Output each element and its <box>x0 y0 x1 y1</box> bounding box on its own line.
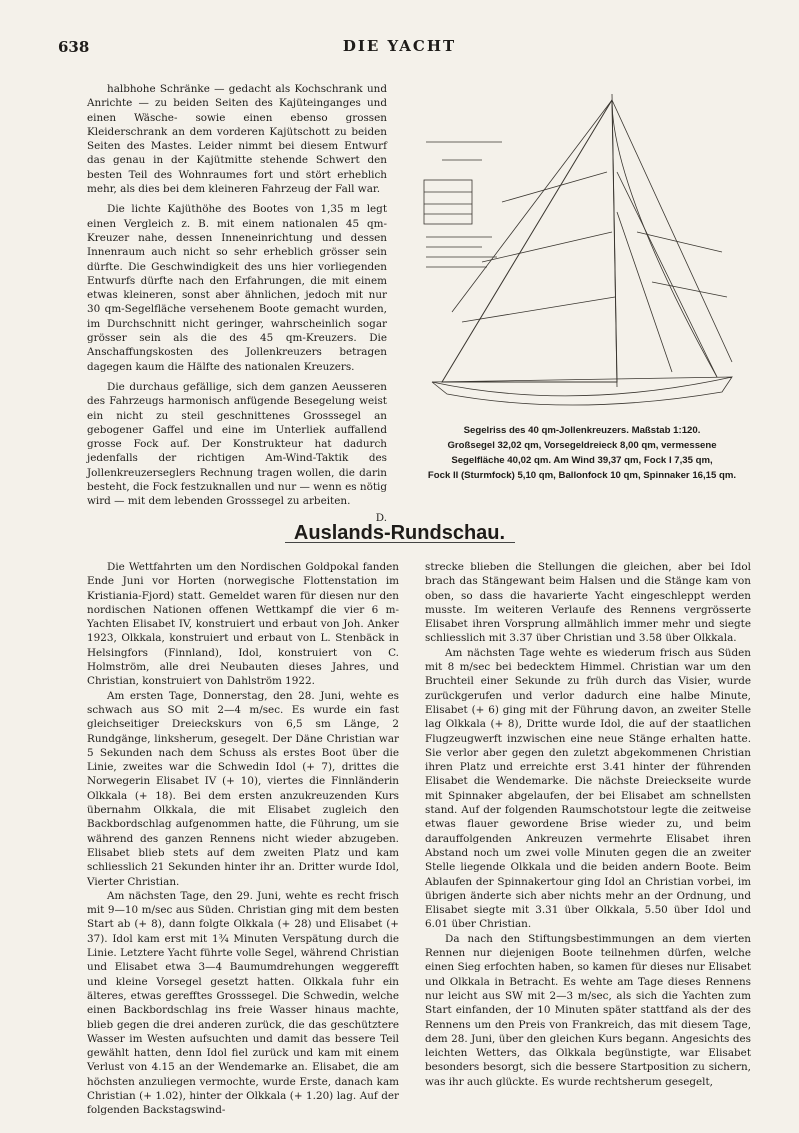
article-continuation <box>87 82 387 525</box>
paragraph: Am ersten Tage, Donnerstag, den 28. Juni, wehte es schwach aus SO mit 2—4 m/sec. Es wurde ein fast gleichseitiger Dreieckskurs von 6,5 sm Länge, 2 Rundgänge, linksherum, gesegelt. Der Däne Christian war 5 Sekunden nach dem Schuss als erstes Boot über die Linie, zweites war die Schwedin Idol (+ 7), drittes die Norwegerin Elisabet IV (+ 10), viertes die Finnländerin Olkkala (+ 18). Bei dem ersten anzukreuzenden Kurs übernahm Olkkala, die mit Elisabet zugleich den Backbordschlag aufgenommen hatte, die Führung, um sie während des ganzen Rennens nicht wieder abzugeben. Elisabet blieb stets auf dem zweiten Platz und kam schliesslich 21 Sekunden hinter ihr an. Dritter wurde Idol, Vierter Christian. <box>87 689 399 888</box>
section-title: Auslands-Rundschau. <box>293 522 506 544</box>
paragraph: Am nächsten Tage wehte es wiederum frisch aus Süden mit 8 m/sec bei bedecktem Himmel. Christian war um den Bruchteil einer Sekunde zu früh durch das Visier, wurde zurückgerufen und verlor dadurch eine halbe Minute, Elisabet (+ 6) ging mit der Führung davon, an zweiter Stelle lag Olkkala (+ 8), Dritte wurde Idol, die auf der staatlichen Flugzeugwerft inzwischen eine neue Stänge erhalten hatte. Sie verlor aber gegen den zuletzt abgekommenen Christian ihren Platz und erreichte erst 3.41 hinter der führenden Elisabet die Wendemarke. Die nächste Dreieckseite wurde mit Spinnaker abgelaufen, der bei Elisabet am schnellsten stand. Auf der folgenden Raumschotstour legte die zeitweise etwas flauer gewordene Brise wieder zu, und beim darauffolgenden Ankreuzen vermehrte Elisabet ihren Abstand noch um zwei volle Minuten gegen die an zweiter Stelle liegende Olkkala und die beiden andern Boote. Beim Ablaufen der Spinnakertour ging Idol an Christian vorbei, im übrigen änderte sich aber nichts mehr an der Ordnung, und Elisabet siegte mit 3.31 über Olkkala, 5.50 über Idol und 6.01 über Christian. <box>425 646 751 931</box>
paragraph: halbhohe Schränke — gedacht als Kochschrank und Anrichte — zu beiden Seiten des Kajüteinganges und einen Wäsche- sowie einen ebenso grossen Kleiderschrank an dem vorderen Kajütschott zu beiden Seiten des Mastes. Leider nimmt bei diesem Entwurf das genau in der Kajütmitte stehende Schwert den besten Teil des Wohnraumes fort und stört erheblich mehr, als dies bei dem kleineren Fahrzeug der Fall war. <box>87 83 387 196</box>
author-signature: D. <box>375 511 387 524</box>
title-underline <box>285 542 515 543</box>
sail-plan-drawing <box>412 92 752 417</box>
paragraph: Die durchaus gefällige, sich dem ganzen Aeusseren des Fahrzeugs harmonisch anfügende Besegelung weist ein nicht zu steil geschnittenes Grosssegel an gebogener Gaffel und eine im Unterliek auffallend grosse Fock auf. Der Konstrukteur hat dadurch jedenfalls der richtigen Am-Wind-Taktik des Jollenkreuzerseglers Rechnung tragen wollen, die darin besteht, die Fock festzuknallen und nur — wenn es nötig wird — mit dem lebenden Grosssegel zu arbeiten. <box>87 380 387 508</box>
paragraph: Am nächsten Tage, den 29. Juni, wehte es recht frisch mit 9—10 m/sec aus Süden. Christian ging mit dem besten Start ab (+ 8), dann folgte Olkkala (+ 28) und Elisabet (+ 37). Idol kam erst mit 1¾ Minuten Verspätung durch die Linie. Letztere Yacht führte volle Segel, während Christian und Elisabet etwa 3—4 Baumumdrehungen weggerefft und kleine Vorsegel gesetzt hatten. Olkkala fuhr ein älteres, etwas gerefftes Grosssegel. Die Schwedin, welche einen Backbordschlag ins freie Wasser hinaus machte, blieb gegen die drei anderen zurück, die das geschütztere Wasser im Westen aufsuchten und damit das bessere Teil gewählt hatten, denn Idol fiel zurück und kam mit einem Verlust von 4.15 an der Wendemarke an. Elisabet, die am höchsten anzuliegen vermochte, wurde Erste, danach kam Christian (+ 1.02), hinter der Olkkala (+ 1.20) lag. Auf der folgenden Backstagswind- <box>87 889 399 1117</box>
page-number: 638 <box>58 38 90 56</box>
right-column <box>425 560 751 1089</box>
paragraph: strecke blieben die Stellungen die gleichen, aber bei Idol brach das Stängewant beim Halsen und die Stänge kam von oben, so dass die havarierte Yacht eingeschleppt werden musste. Im weiteren Verlaufe des Rennens vergrösserte Elisabet ihren Vorsprung allmählich immer mehr und siegte schliesslich mit 3.37 über Christian und 3.58 über Olkkala. <box>425 561 751 645</box>
caption-title: Segelriss des 40 qm-Jollenkreuzers. Maßstab 1:120. <box>463 425 701 436</box>
caption-line: Großsegel 32,02 qm, Vorsegeldreieck 8,00 qm, vermessene <box>447 440 717 451</box>
running-title: DIE YACHT <box>342 37 457 55</box>
paragraph: Die lichte Kajüthöhe des Bootes von 1,35 m legt einen Vergleich z. B. mit einem nationalen 45 qm-Kreuzer nahe, dessen Inneneinrichtung und dessen Innenraum auch nicht so sehr erheblich grösser sein dürfte. Die Geschwindigkeit des uns hier vorliegenden Entwurfs dürfte nach den Erfahrungen, die mit einem etwas kleineren, sonst aber ähnlichen, jedoch mit nur 30 qm-Segelfläche versehenem Boote gemacht wurden, im Durchschnitt nicht geringer, wahrscheinlich sogar grösser sein als die des 45 qm-Kreuzers. Die Anschaffungskosten des Jollenkreuzers betragen dagegen kaum die Hälfte des nationalen Kreuzers. <box>87 203 387 373</box>
figure-caption <box>412 423 752 483</box>
caption-line: Fock II (Sturmfock) 5,10 qm, Ballonfock 10 qm, Spinnaker 16,15 qm. <box>427 470 737 481</box>
paragraph: Da nach den Stiftungsbestimmungen an dem vierten Rennen nur diejenigen Boote teilnehmen dürfen, welche einen Sieg erfochten haben, so kamen für dieses nur Elisabet und Olkkala in Betracht. Es wehte am Tage dieses Rennens nur leicht aus SW mit 2—3 m/sec, als sich die Yachten zum Start einfanden, der 10 Minuten später stattfand als der des Rennens um den Preis von Frankreich, das mit diesem Tage, dem 28. Juni, über den gleichen Kurs begann. Angesichts des leichten Wetters, das Olkkala begünstigte, war Elisabet besonders besorgt, sich die bessere Startposition zu sichern, was ihr auch glückte. Es wurde rechtsherum gesegelt, <box>425 932 751 1088</box>
caption-line: Segelfläche 40,02 qm. Am Wind 39,37 qm, Fock I 7,35 qm, <box>451 455 713 466</box>
paragraph: Die Wettfahrten um den Nordischen Goldpokal fanden Ende Juni vor Horten (norwegische Flottenstation im Kristiania-Fjord) statt. Gemeldet waren für diesen nur den nordischen Nationen offenen Wettkampf die vier 6 m-Yachten Elisabet IV, konstruiert und erbaut von Joh. Anker 1923, Olkkala, konstruiert und erbaut von L. Stenbäck in Helsingfors (Finnland), Idol, konstruiert von C. Holmström, alle drei Neubauten dieses Jahres, und Christian, konstruiert von Dahlström 1922. <box>87 561 399 688</box>
sail-plan-figure <box>412 92 752 417</box>
left-column <box>87 560 399 1118</box>
